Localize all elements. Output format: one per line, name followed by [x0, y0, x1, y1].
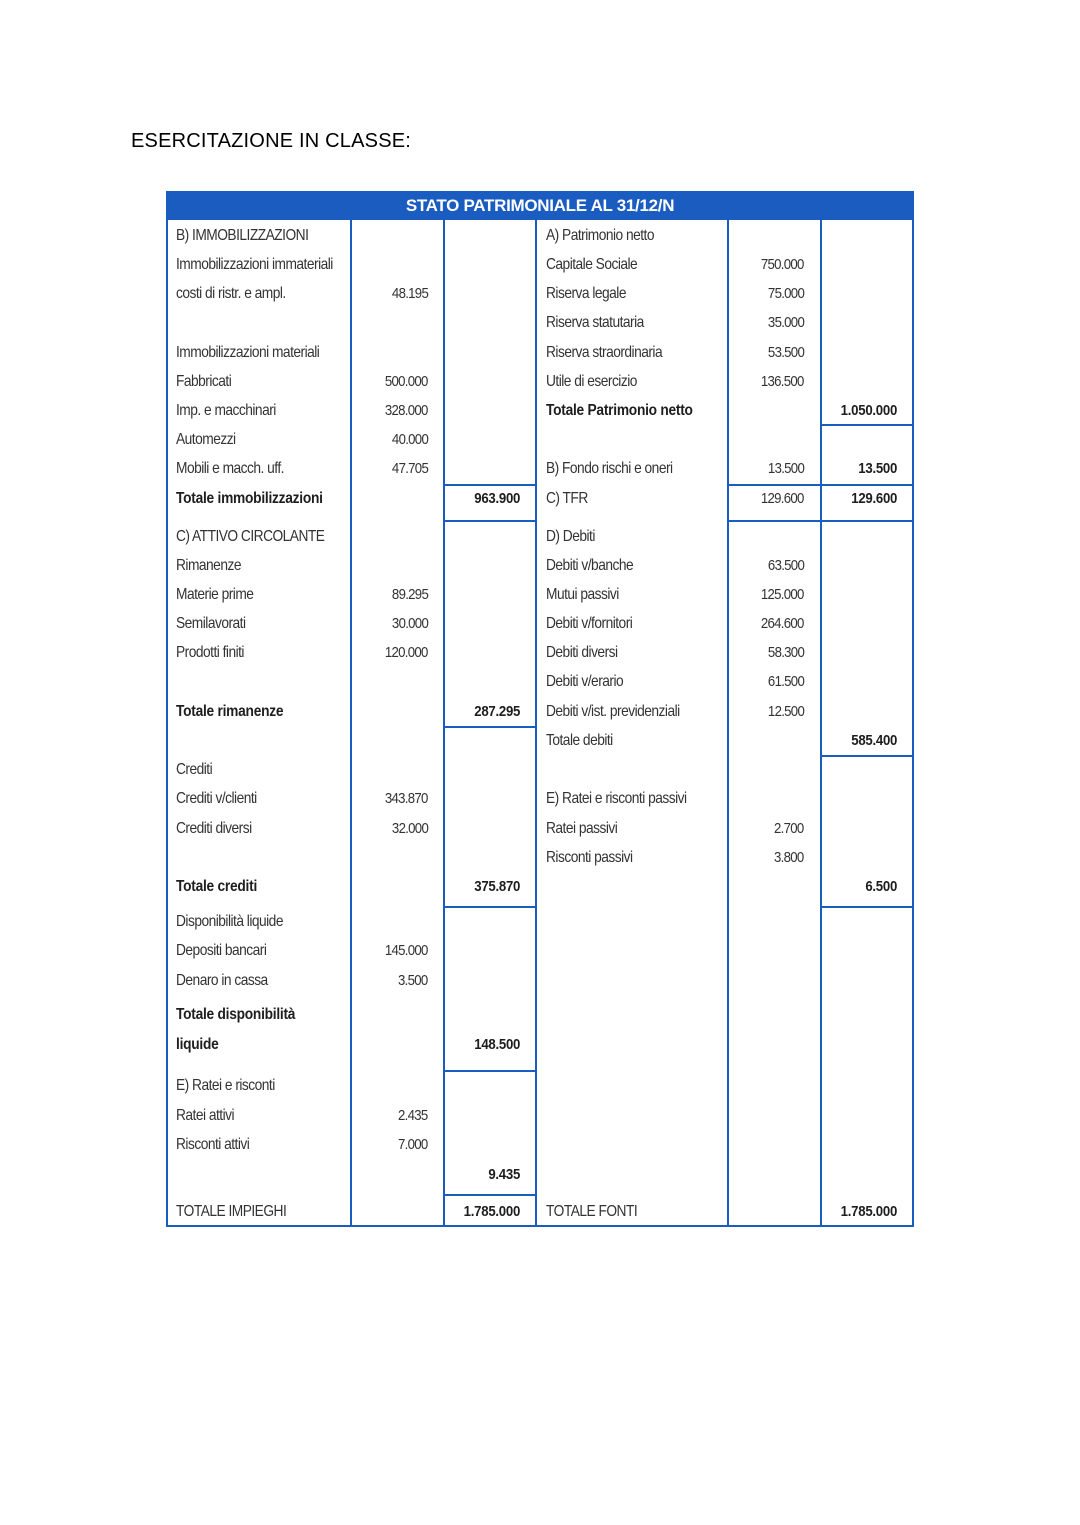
risconti-passivi-label: Risconti passivi	[546, 849, 633, 866]
ratei-passivi-value: 2.700	[774, 820, 804, 837]
sep-crediti	[443, 906, 537, 908]
mutui-passivi-label: Mutui passivi	[546, 586, 619, 603]
costi-value: 48.195	[391, 285, 428, 302]
automezzi-label: Automezzi	[176, 431, 236, 448]
crediti-label: Crediti	[176, 761, 213, 778]
totale-fonti-label: TOTALE FONTI	[546, 1203, 638, 1220]
immobilizzazioni-header: B) IMMOBILIZZAZIONI	[176, 227, 309, 244]
totale-debiti-label: Totale debiti	[546, 732, 613, 749]
tfr-value: 129.600	[761, 490, 804, 507]
sep-tfr-value	[727, 484, 820, 486]
mobili-label: Mobili e macch. uff.	[176, 460, 284, 477]
materiali-label: Immobilizzazioni materiali	[176, 344, 320, 361]
utile-value: 136.500	[761, 373, 804, 390]
attivo-circolante-header: C) ATTIVO CIRCOLANTE	[176, 528, 325, 545]
capitale-label: Capitale Sociale	[546, 256, 638, 273]
sep-debiti	[820, 755, 914, 757]
debiti-fornitori-label: Debiti v/fornitori	[546, 615, 633, 632]
sep-ratei-passivi	[820, 906, 914, 908]
debiti-erario-value: 61.500	[767, 673, 804, 690]
denaro-cassa-label: Denaro in cassa	[176, 972, 268, 989]
totale-patrimonio-label: Totale Patrimonio netto	[546, 402, 693, 419]
risconti-passivi-value: 3.800	[774, 849, 804, 866]
crediti-diversi-value: 32.000	[391, 820, 428, 837]
debiti-previdenziali-label: Debiti v/ist. previdenziali	[546, 703, 680, 720]
totale-disponibilita-label-2: liquide	[176, 1036, 219, 1053]
debiti-banche-label: Debiti v/banche	[546, 557, 634, 574]
ratei-attivi-label: Ratei attivi	[176, 1107, 235, 1124]
debiti-header: D) Debiti	[546, 528, 595, 545]
prodotti-finiti-label: Prodotti finiti	[176, 644, 244, 661]
totale-ratei-attivi-value: 9.435	[488, 1166, 520, 1183]
sep-tfr-bottom	[727, 520, 914, 522]
risconti-attivi-label: Risconti attivi	[176, 1136, 250, 1153]
mutui-passivi-value: 125.000	[761, 586, 804, 603]
crediti-clienti-value: 343.870	[385, 790, 428, 807]
fondo-rischi-label: B) Fondo rischi e oneri	[546, 460, 673, 477]
divider-center	[535, 220, 537, 1227]
border-left	[166, 191, 168, 1227]
mobili-value: 47.705	[391, 460, 428, 477]
totale-debiti-value: 585.400	[851, 732, 897, 749]
rimanenze-label: Rimanenze	[176, 557, 241, 574]
totale-disponibilita-label: Totale disponibilità	[176, 1006, 296, 1023]
riserva-straordinaria-label: Riserva straordinaria	[546, 344, 663, 361]
debiti-erario-label: Debiti v/erario	[546, 673, 624, 690]
table-title: STATO PATRIMONIALE AL 31/12/N	[166, 191, 914, 220]
tfr-total: 129.600	[851, 490, 897, 507]
ratei-risconti-attivi-header: E) Ratei e risconti	[176, 1077, 275, 1094]
fabbricati-label: Fabbricati	[176, 373, 232, 390]
riserva-statutaria-label: Riserva statutaria	[546, 314, 644, 331]
totale-patrimonio-value: 1.050.000	[840, 402, 897, 419]
debiti-diversi-value: 58.300	[767, 644, 804, 661]
sep-patrimonio	[820, 424, 914, 426]
totale-crediti-label: Totale crediti	[176, 878, 258, 895]
ratei-passivi-label: Ratei passivi	[546, 820, 618, 837]
totale-crediti-value: 375.870	[474, 878, 520, 895]
fabbricati-value: 500.000	[385, 373, 428, 390]
costi-label: costi di ristr. e ampl.	[176, 285, 286, 302]
balance-sheet-table	[166, 191, 914, 1227]
sep-ratei-attivi	[443, 1194, 537, 1196]
semilavorati-value: 30.000	[391, 615, 428, 632]
divider-right-values	[727, 220, 729, 1227]
sep-immobilizzazioni-top	[443, 484, 537, 486]
divider-right-totals	[820, 220, 822, 1227]
page-heading: ESERCITAZIONE IN CLASSE:	[131, 130, 412, 152]
sep-fondo	[820, 484, 914, 486]
ratei-attivi-value: 2.435	[398, 1107, 428, 1124]
debiti-previdenziali-value: 12.500	[767, 703, 804, 720]
riserva-legale-value: 75.000	[767, 285, 804, 302]
crediti-diversi-label: Crediti diversi	[176, 820, 252, 837]
denaro-cassa-value: 3.500	[398, 972, 428, 989]
riserva-statutaria-value: 35.000	[767, 314, 804, 331]
risconti-attivi-value: 7.000	[398, 1136, 428, 1153]
depositi-bancari-value: 145.000	[385, 942, 428, 959]
totale-fonti-value: 1.785.000	[840, 1203, 897, 1220]
materie-prime-value: 89.295	[391, 586, 428, 603]
totale-rimanenze-label: Totale rimanenze	[176, 703, 284, 720]
totale-immobilizzazioni-value: 963.900	[474, 490, 520, 507]
divider-left-values	[350, 220, 352, 1227]
riserva-straordinaria-value: 53.500	[767, 344, 804, 361]
materie-prime-label: Materie prime	[176, 586, 254, 603]
debiti-fornitori-value: 264.600	[761, 615, 804, 632]
capitale-value: 750.000	[761, 256, 804, 273]
sep-immobilizzazioni-bottom	[443, 520, 537, 522]
totale-immobilizzazioni-label: Totale immobilizzazioni	[176, 490, 323, 507]
imp-macchinari-label: Imp. e macchinari	[176, 402, 276, 419]
prodotti-finiti-value: 120.000	[385, 644, 428, 661]
border-bottom	[166, 1225, 914, 1227]
ratei-passivi-header: E) Ratei e risconti passivi	[546, 790, 687, 807]
debiti-diversi-label: Debiti diversi	[546, 644, 618, 661]
utile-label: Utile di esercizio	[546, 373, 637, 390]
totale-rimanenze-value: 287.295	[474, 703, 520, 720]
divider-left-totals	[443, 220, 445, 1227]
totale-impieghi-label: TOTALE IMPIEGHI	[176, 1203, 287, 1220]
debiti-banche-value: 63.500	[767, 557, 804, 574]
fondo-rischi-total: 13.500	[858, 460, 897, 477]
fondo-rischi-value: 13.500	[767, 460, 804, 477]
totale-ratei-passivi-value: 6.500	[865, 878, 897, 895]
patrimonio-header: A) Patrimonio netto	[546, 227, 654, 244]
tfr-label: C) TFR	[546, 490, 588, 507]
automezzi-value: 40.000	[391, 431, 428, 448]
semilavorati-label: Semilavorati	[176, 615, 246, 632]
sep-rimanenze	[443, 726, 537, 728]
sep-disponibilita	[443, 1070, 537, 1072]
imp-macchinari-value: 328.000	[385, 402, 428, 419]
border-right	[912, 191, 914, 1227]
depositi-bancari-label: Depositi bancari	[176, 942, 267, 959]
crediti-clienti-label: Crediti v/clienti	[176, 790, 257, 807]
totale-disponibilita-value: 148.500	[474, 1036, 520, 1053]
riserva-legale-label: Riserva legale	[546, 285, 626, 302]
disponibilita-label: Disponibilità liquide	[176, 913, 283, 930]
totale-impieghi-value: 1.785.000	[463, 1203, 520, 1220]
immateriali-label: Immobilizzazioni immateriali	[176, 256, 333, 273]
